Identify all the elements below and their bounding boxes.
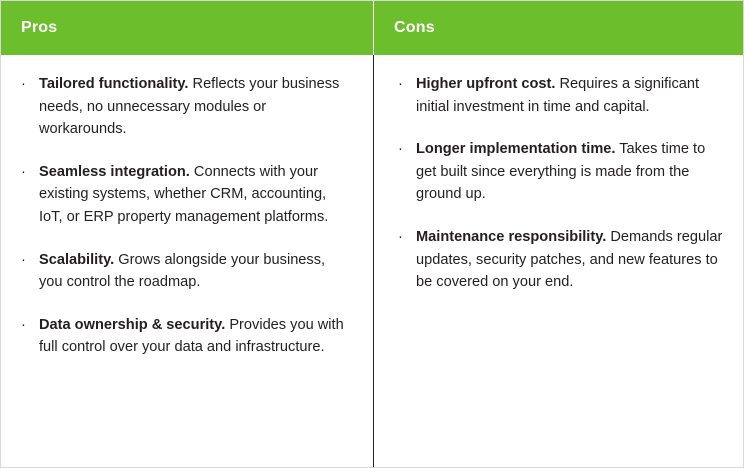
bullet-icon: · (398, 76, 403, 92)
list-item (19, 249, 351, 294)
list-item (396, 73, 725, 118)
pros-cell (1, 55, 374, 467)
column-header-pros (1, 1, 374, 55)
cons-cell (374, 55, 743, 467)
list-item-lead: Data ownership & security. (39, 316, 226, 333)
list-item-text: Connects with your existing systems, whether CRM, accounting, IoT, or ERP property management platforms. (39, 163, 329, 226)
bullet-icon: · (21, 76, 26, 92)
bullet-icon: · (21, 163, 26, 180)
list-item (19, 314, 351, 359)
list-item-lead: Higher upfront cost. (416, 76, 556, 92)
column-header-cons-label: Cons (394, 19, 435, 36)
list-item-lead: Seamless integration. (39, 163, 190, 180)
list-item-text: Grows alongside your business, you control the roadmap. (39, 251, 326, 291)
table-header-row (1, 1, 743, 55)
table-body-row (1, 55, 743, 467)
list-item (19, 161, 351, 229)
column-header-pros-label: Pros (21, 19, 58, 36)
list-item-text: Provides you with full control over your data and infrastructure. (39, 316, 344, 356)
list-item-lead: Maintenance responsibility. (416, 229, 607, 246)
bullet-icon: · (21, 316, 26, 333)
list-item-text: Demands regular updates, security patches, and new features to be covered on your end. (416, 229, 723, 291)
list-item (396, 226, 725, 294)
list-item-text: Reflects your business needs, no unnecessary modules or workarounds. (39, 76, 340, 138)
list-item-lead: Tailored functionality. (39, 76, 189, 92)
cons-list (396, 73, 725, 294)
list-item (19, 73, 351, 141)
list-item-text: Requires a significant initial investment in time and capital. (416, 76, 700, 115)
bullet-icon: · (398, 141, 403, 158)
list-item-lead: Longer implementation time. (416, 141, 616, 158)
list-item-lead: Scalability. (39, 251, 115, 268)
list-item (396, 138, 725, 206)
bullet-icon: · (398, 229, 403, 246)
pros-list (19, 73, 351, 359)
bullet-icon: · (21, 251, 26, 268)
list-item-text: Takes time to get built since everything is made from the ground up. (416, 141, 706, 203)
column-header-cons (374, 1, 743, 55)
